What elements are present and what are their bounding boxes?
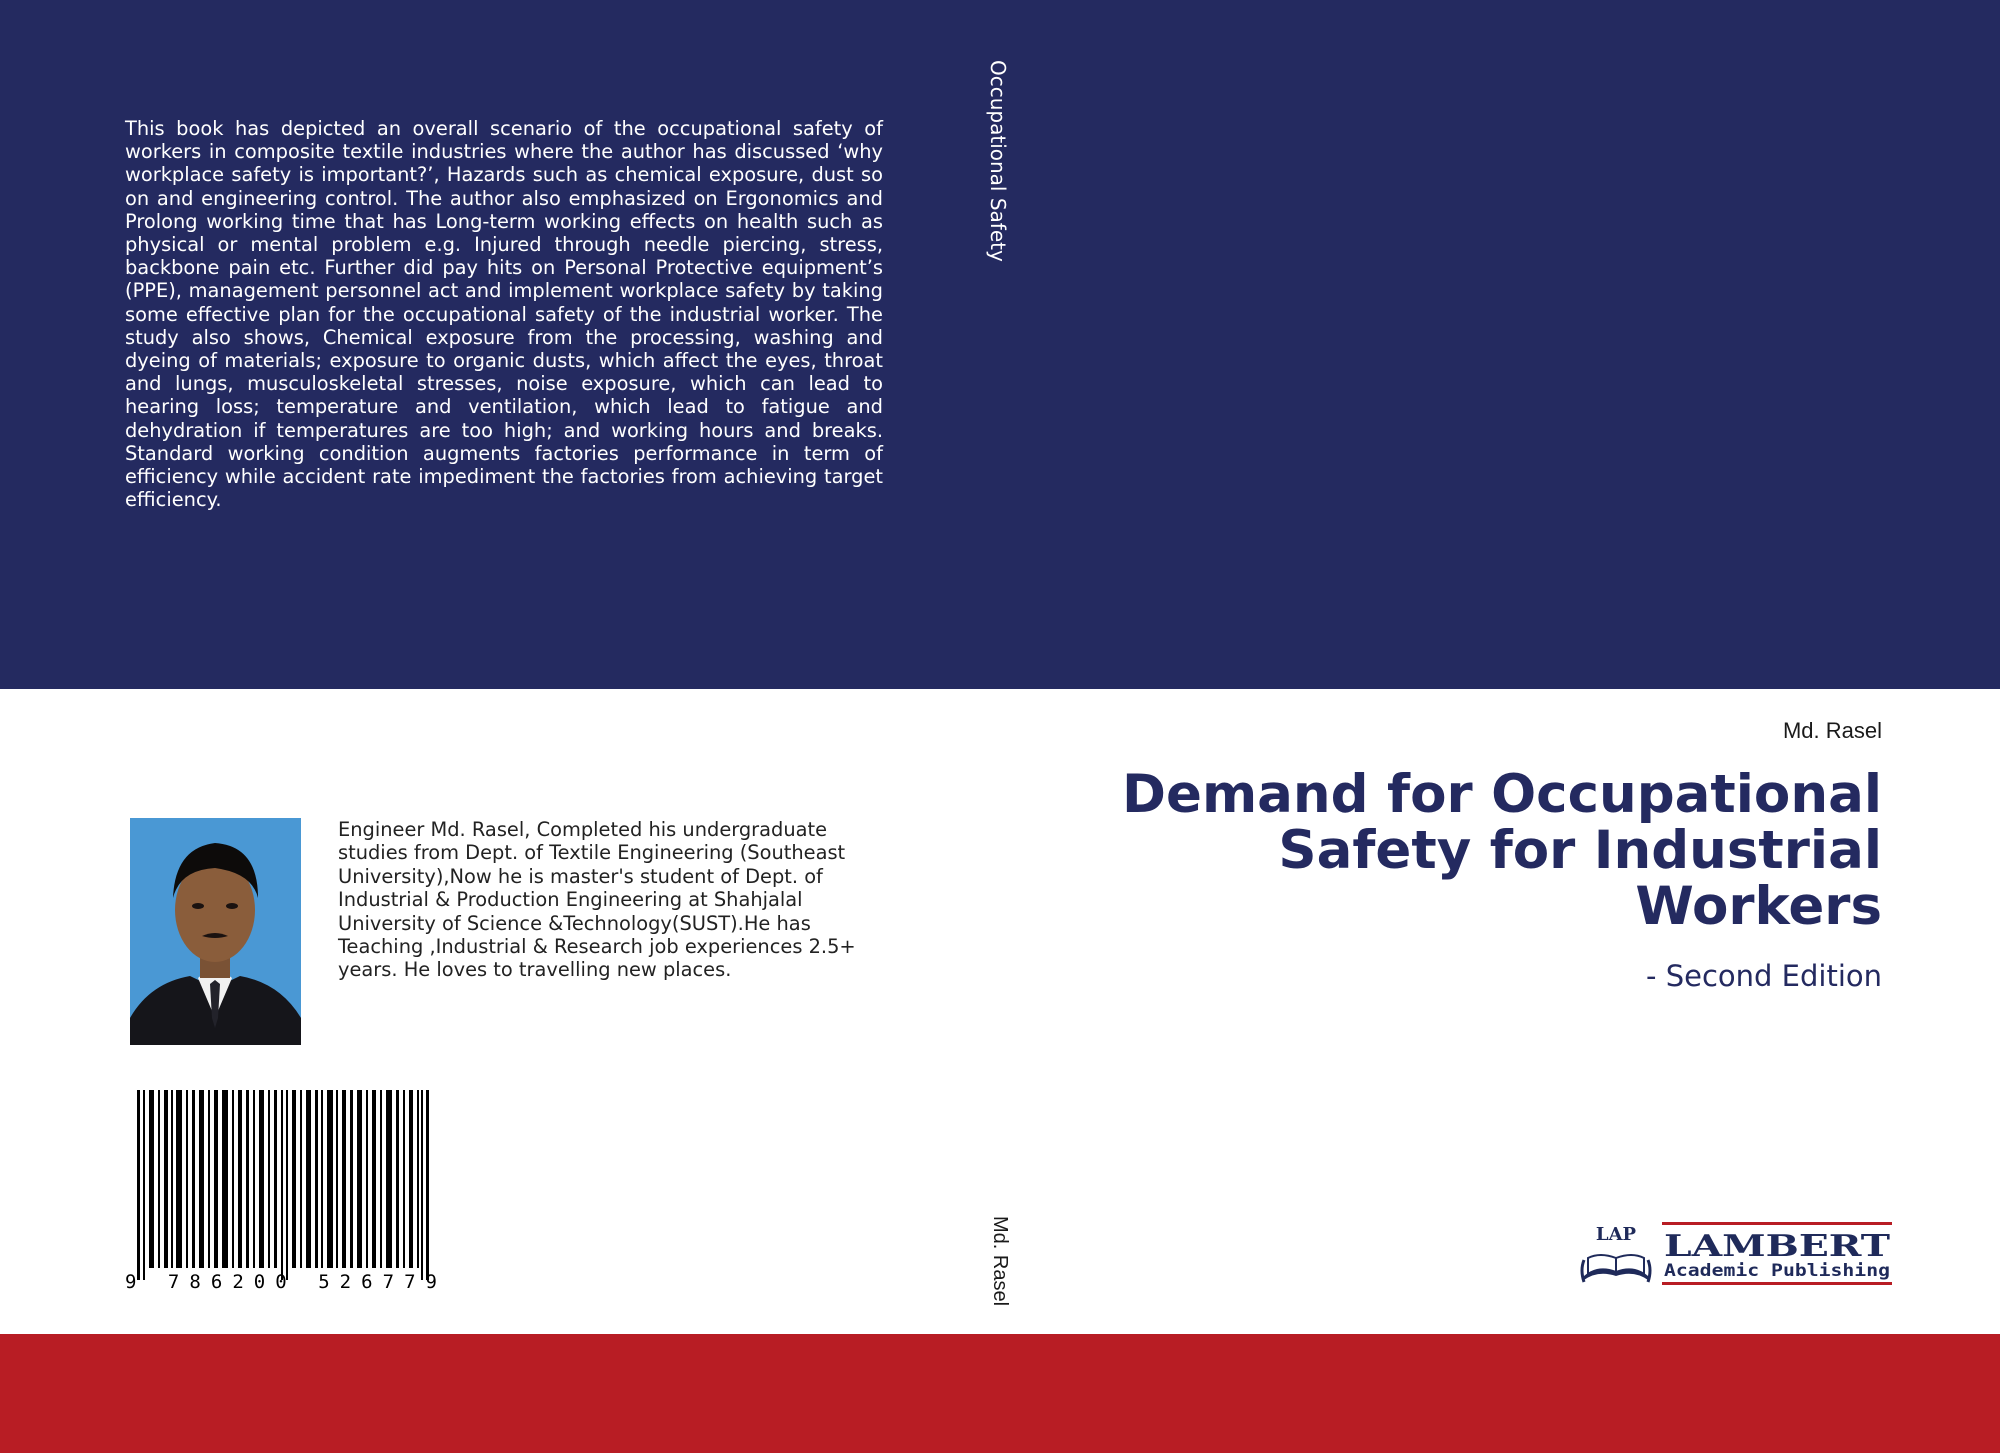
author-photo [130,818,301,1045]
isbn-digits: 9 786200 526779 [125,1271,437,1290]
publisher-name: LAMBERT [1664,1229,1891,1264]
red-footer-band [0,1334,2000,1453]
isbn-barcode [125,1090,455,1290]
front-cover-author: Md. Rasel [1782,718,1882,743]
author-bio: Engineer Md. Rasel, Completed his undergraduate studies from Dept. of Textile Engineering (Southeast University),Now he is master's student of Dept. of Industrial & Production Engineering at Shahjalal University of Science &Technology(SUST).He has Teaching ,Industrial & Research job experiences 2.5+ years. He loves to travelling new places. [338,818,856,982]
book-subtitle: - Second Edition [1646,959,1882,993]
spine-title: Occupational Safety [986,60,1010,262]
publisher-logo [1578,1220,1894,1292]
publisher-badge: LAP [1595,1224,1637,1245]
book-title: Demand for Occupational Safety for Industrial Workers [1122,764,1883,937]
back-cover-blurb: This book has depicted an overall scenario of the occupational safety of workers in composite textile industries where the author has discussed ‘why workplace safety is important?’, Hazards such as chemical exposure, dust so on and engineering control. The author also emphasized on Ergonomics and Prolong working time that has Long-term working effects on health such as physical or mental problem e.g. Injured through needle piercing, stress, backbone pain etc. Further did pay hits on Personal Protective equipment’s (PPE), management personnel act and implement workplace safety by taking some effective plan for the occupational safety of the industrial worker. The study also shows, Chemical exposure from the processing, washing and dyeing of materials; exposure to organic dusts, which affect the eyes, throat and lungs, musculoskeletal stresses, noise exposure, which can lead to hearing loss; temperature and ventilation, which lead to fatigue and dehydration if temperatures are too high; and working hours and breaks. Standard working condition augments factories performance in term of efficiency while accident rate impediment the factories from achieving target efficiency. [125,117,883,512]
publisher-tagline: Academic Publishing [1664,1261,1890,1281]
spine-author: Md. Rasel [989,1216,1011,1307]
